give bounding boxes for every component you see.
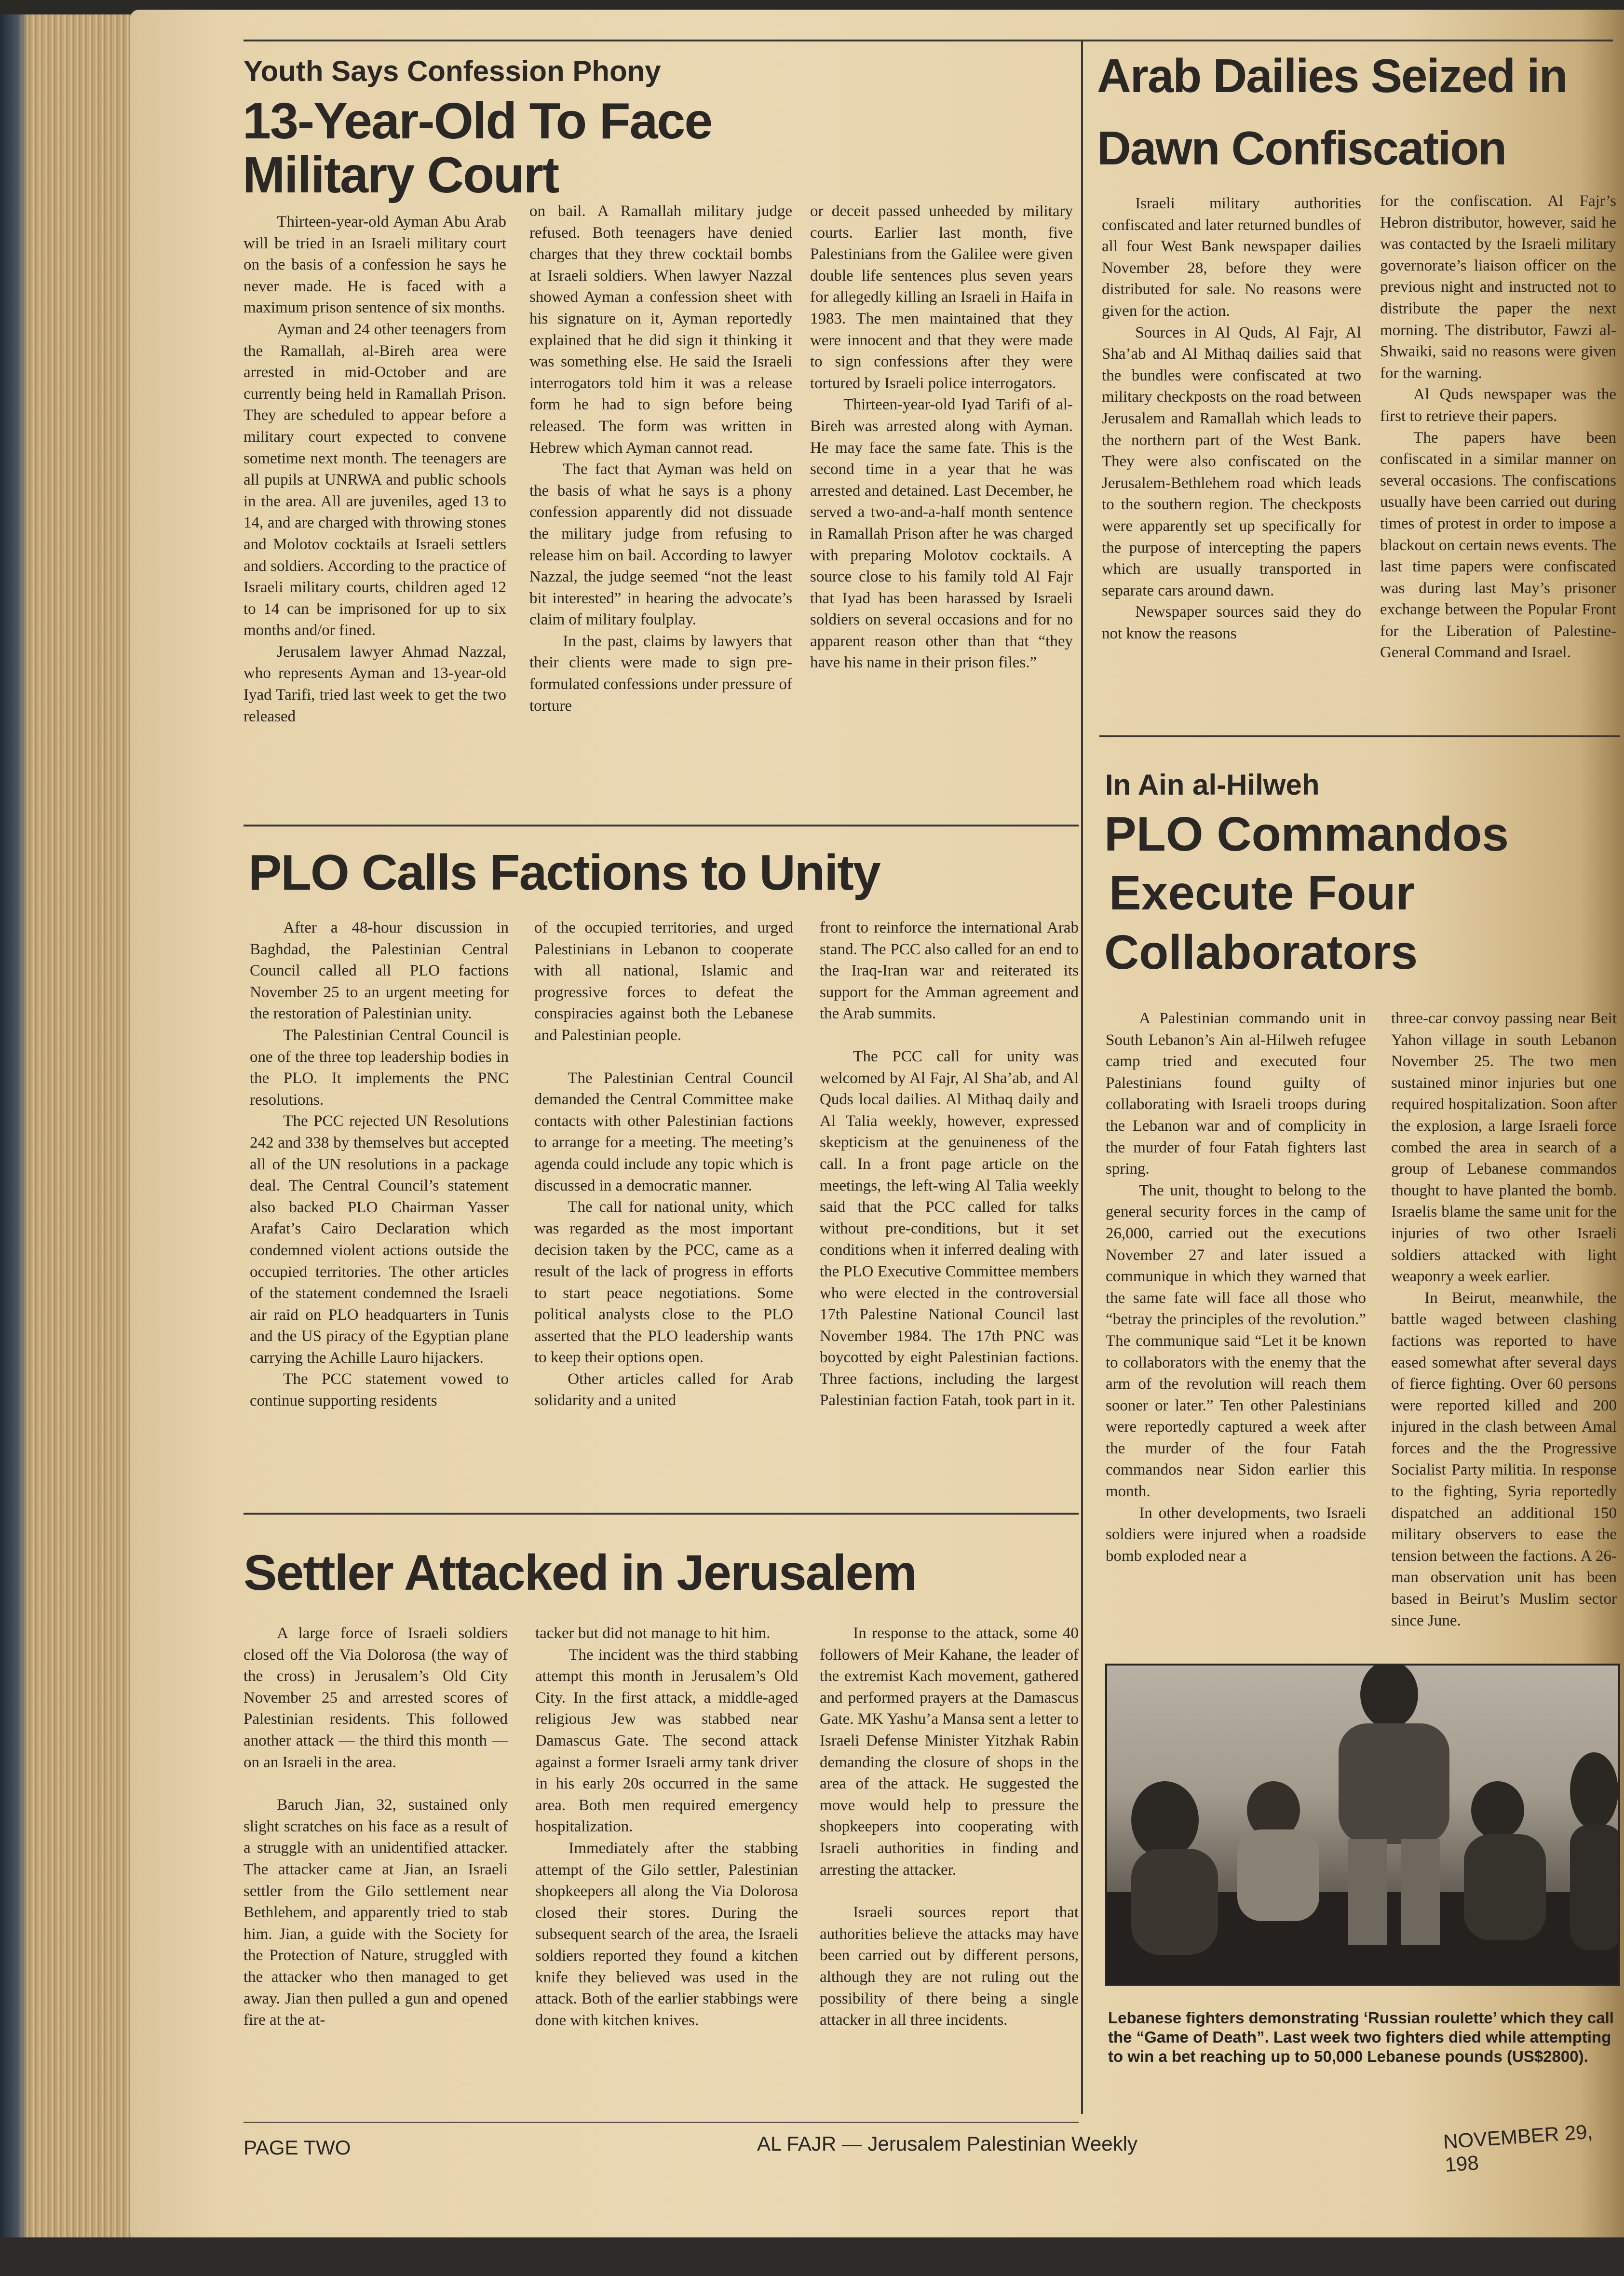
- paragraph: Baruch Jian, 32, sustained only slight scratches on his face as a result of a struggle with an unidentified attacker. The attacker came at Jian, an Israeli settler from the Gilo settlement near Bethlehem, and apparently tried to stab him. Jian, a guide with the Society for the Protection of Nature, struggled with the attacker who then managed to get away. Jian then pulled a gun and opened fire at the at-: [244, 1796, 508, 2029]
- article5-headline: Settler Attacked in Jerusalem: [244, 1545, 916, 1601]
- paragraph: tacker but did not manage to hit him.: [535, 1625, 771, 1642]
- paragraph: The PCC call for unity was welcomed by Al Fajr, Al Sha’ab, and Al Quds local dailies. Al Mithaq daily and Al Talia weekly, however, expressed skepticism at the genuineness of the call. In a front page article on the meetings, the left-wing Al Talia weekly said that the PCC called for talks without pre-conditions, but it set conditions when it inferred dealing with the PLO Executive Committee members who were elected in the controversial 17th Palestine National Council last November 1984. The 17th PNC was boycotted by eight Palestinian factions. Three factions, including the largest Palestinian faction Fatah, took part in it.: [820, 1047, 1079, 1409]
- article3-column2: [534, 917, 793, 1411]
- column-divider-right: [1081, 41, 1083, 2114]
- footer-date: NOVEMBER 29, 198: [1442, 2120, 1594, 2176]
- paragraph: The unit, thought to belong to the general security forces in the camp of 26,000, carried out the executions November 27 and later issued a communique in which they warned that the same fate will face all those who “betray the principles of the revolution.” The communique said “Let it be known to collaborators with the enemy that the arm of the revolution will reach them sooner or later.” Ten other Palestinians were reportedly captured a week after the murder of the four Fatah commandos near Sidon earlier this month.: [1106, 1181, 1366, 1501]
- footer-rule: [244, 2122, 1079, 2123]
- paragraph: Thirteen-year-old Iyad Tarifi of al-Bireh was arrested along with Ayman. He may face the same fate. This is the second time in a year that he was arrested and detained. Last December, he served a two-and-a-half month sentence in Ramallah Prison after he was charged with preparing Molotov cocktails. A source close to his family told Al Fajr that Iyad has been harassed by Israeli soldiers on several occasions and for no apparent reason other than that “they have his name in their prison files.”: [810, 396, 1073, 672]
- article5-column2: [535, 1623, 798, 2031]
- paragraph: The PCC rejected UN Resolutions 242 and 338 by themselves but accepted all of the UN resolutions in a package deal. The Central Council’s statement also backed PLO Chairman Yasser Arafat’s Cairo Declaration which condemned violent actions outside the occupied territories. The other articles of the statement condemned the Israeli air raid on PLO headquarters in Tunis and the US piracy of the Egyptian plane carrying the Achille Lauro hijackers.: [250, 1112, 509, 1367]
- article2-headline-line1: Arab Dailies Seized in: [1097, 49, 1567, 102]
- article4-column1: [1106, 1008, 1366, 1567]
- paragraph: The Palestinian Central Council is one of the three top leadership bodies in the PLO. It implements the PNC resolutions.: [250, 1026, 509, 1109]
- article4-kicker: In Ain al-Hilweh: [1105, 769, 1320, 801]
- paragraph: Other articles called for Arab solidarity and a united: [534, 1370, 793, 1409]
- paragraph: Immediately after the stabbing attempt of the Gilo settler, Palestinian shopkeepers all along the Via Dolorosa closed their stores. During the subsequent search of the area, the Israeli soldiers reported they found a kitchen knife they believed was used in the attack. Both of the earlier stabbings were done with kitchen knives.: [535, 1839, 798, 2029]
- paragraph: After a 48-hour discussion in Baghdad, the Palestinian Central Council called all PLO factions November 25 to an urgent meeting for the restoration of Palestinian unity.: [250, 919, 509, 1023]
- article4-column2: [1391, 1008, 1617, 1631]
- article1-column1: [244, 211, 506, 727]
- paragraph: Ayman and 24 other teenagers from the Ramallah, al-Bireh area were arrested in mid-October and are currently being held in Ramallah Prison. They are scheduled to appear before a military court expected to convene sometime next month. The teenagers are all pupils at UNRWA and public schools in the area. All are juveniles, aged 13 to 14, and are charged with throwing stones and Molotov cocktails at Israeli settlers and soldiers. According to the practice of Israeli military courts, children aged 12 to 14 can be imprisoned for up to six months and/or fined.: [244, 320, 506, 639]
- paragraph: or deceit passed unheeded by military courts. Earlier last month, five Palestinians from the Galilee were given double life sentences plus seven years for allegedly killing an Israeli in Haifa in 1983. The men maintained that they were innocent and that they were made to sign confessions after they were tortured by Israeli police interrogators.: [810, 203, 1073, 392]
- article5-column1: [244, 1623, 508, 2031]
- paragraph: Sources in Al Quds, Al Fajr, Al Sha’ab and Al Mithaq dailies said that the bundles were confiscated at two military checkposts on the road between Jerusalem and Ramallah which leads to the northern part of the West Bank. They were also confiscated on the Jerusalem-Bethlehem road which leads to the southern region. The checkposts were apparently set up specifically for the purpose of intercepting the papers which are usually transported in separate cars around dawn.: [1102, 324, 1361, 599]
- paragraph: The incident was the third stabbing attempt this month in Jerusalem’s Old City. In the first attack, a middle-aged religious Jew was stabbed near Damascus Gate. The second attack against a former Israeli army tank driver in his early 20s occurred in the same area. Both men required emergency hospitalization.: [535, 1646, 798, 1836]
- paragraph: In response to the attack, some 40 followers of Meir Kahane, the leader of the extremist Kach movement, gathered and performed prayers at the Damascus Gate. MK Yashu’a Mansa sent a letter to Israeli Defense Minister Yitzhak Rabin demanding the closure of shops in the area of the attack. He suggested the move would help to pressure the shopkeepers into cooperating with Israeli authorities in finding and arresting the attacker.: [820, 1625, 1079, 1879]
- article1-column3: [810, 201, 1073, 674]
- paragraph: A Palestinian commando unit in South Lebanon’s Ain al-Hilweh refugee camp tried and executed four Palestinians found guilty of collaborating with Israeli troops during the Lebanon war and of complicity in the murder of four Fatah fighters last spring.: [1106, 1010, 1366, 1178]
- paragraph: Newspaper sources said they do not know the reasons: [1102, 603, 1361, 642]
- scan-bottom-edge: [0, 2237, 1624, 2276]
- paragraph: In the past, claims by lawyers that their clients were made to sign pre-formulated confessions under pressure of torture: [529, 632, 792, 715]
- paragraph: The PCC statement vowed to continue supporting residents: [250, 1370, 509, 1410]
- article2-column2: [1380, 190, 1616, 664]
- footer-masthead: AL FAJR — Jerusalem Palestinian Weekly: [757, 2132, 1137, 2155]
- paragraph: on bail. A Ramallah military judge refused. Both teenagers have denied charges that they threw cocktail bombs at Israeli soldiers. When lawyer Nazzal showed Ayman a confession sheet with his signature on it, Ayman reportedly explained that he did sign it thinking it was something else. He said the Israeli interrogators told him it was a release form he had to sign before being released. The form was written in Hebrew which Ayman cannot read.: [529, 203, 792, 457]
- article2-column1: [1102, 193, 1361, 644]
- article1-column2: [529, 201, 792, 717]
- paragraph: Thirteen-year-old Ayman Abu Arab will be tried in an Israeli military court on the basis of a confession he says he never made. He is faced with a maximum prison sentence of six months.: [244, 213, 506, 317]
- rule-under-article2: [1099, 735, 1620, 737]
- article4-headline-line3: Collaborators: [1104, 925, 1418, 979]
- paragraph: of the occupied territories, and urged Palestinians in Lebanon to cooperate with all national, Islamic and progressive forces to defeat the conspiracies against both the Lebanese and Palestinian people.: [534, 919, 793, 1044]
- photo-lebanese-fighters: [1105, 1664, 1620, 1986]
- article2-headline-line2: Dawn Confiscation: [1097, 122, 1506, 175]
- paragraph: The Palestinian Central Council demanded the Central Committee make contacts with other Palestinian factions to arrange for a meeting. The meeting’s agenda could include any topic which is discussed in a democratic manner.: [534, 1069, 793, 1194]
- rule-under-article1: [244, 825, 1079, 826]
- article1-headline-line1: 13-Year-Old To Face: [243, 93, 712, 149]
- paragraph: In other developments, two Israeli soldiers were injured when a roadside bomb exploded near a: [1106, 1504, 1366, 1565]
- paragraph: Jerusalem lawyer Ahmad Nazzal, who represents Ayman and 13-year-old Iyad Tarifi, tried last week to get the two released: [244, 643, 506, 725]
- article1-kicker: Youth Says Confession Phony: [244, 55, 661, 87]
- paragraph: for the confiscation. Al Fajr’s Hebron distributor, however, said he was contacted by the Israeli military governorate’s liaison officer on the previous night and instructed not to distribute the paper the next morning. The distributor, Fawzi al-Shwaiki, said no reasons were given for the warning.: [1380, 192, 1616, 382]
- paragraph: In Beirut, meanwhile, the battle waged between clashing factions was reported to have eased somewhat after several days of fierce fighting. Over 60 persons were reported killed and 200 injured in the clash between Amal forces and the the Progressive Socialist Party militia. In response to the fighting, Syria reportedly dispatched an additional 150 military observers to ease the tension between the factions. A 26-man observation unit has been based in Beirut’s Muslim sector since June.: [1391, 1289, 1617, 1629]
- article4-headline-line2: Execute Four: [1109, 866, 1415, 920]
- paragraph: The call for national unity, which was regarded as the most important decision taken by the PCC, came as a result of the lack of progress in efforts to start peace negotiations. Some political analysts close to the PLO asserted that the PLO leadership wants to keep their options open.: [534, 1198, 793, 1367]
- footer-page-number: PAGE TWO: [244, 2136, 351, 2159]
- paragraph: three-car convoy passing near Beit Yahon village in south Lebanon November 25. The two men sustained minor injuries but one required hospitalization. Soon after the explosion, a large Israeli force combed the area in search of a group of Lebanese commandos thought to have planted the bomb. Israelis blame the same unit for the injuries of two other Israeli soldiers attacked with light weaponry a week earlier.: [1391, 1010, 1617, 1286]
- article4-headline-line1: PLO Commandos: [1104, 807, 1509, 861]
- photo-scene: [1107, 1666, 1618, 1984]
- photo-caption: Lebanese fighters demonstrating ‘Russian roulette’ which they call the “Game of Death”. Last week two fighters died while attempting to win a bet reaching up to 50,000 Lebanese pounds (US$2800).: [1108, 2009, 1614, 2065]
- paragraph: A large force of Israeli soldiers closed off the Via Dolorosa (the way of the cross) in Jerusalem’s Old City November 25 and arrested scores of Palestinian residents. This followed another attack — the third this month — on an Israeli in the area.: [244, 1625, 508, 1771]
- article3-column3: [820, 917, 1079, 1411]
- paragraph: Israeli sources report that authorities believe the attacks may have been carried out by different persons, although they are not ruling out the possibility of there being a single attacker in all three incidents.: [820, 1904, 1079, 2029]
- paragraph: front to reinforce the international Arab stand. The PCC also called for an end to the Iraq-Iran war and reiterated its support for the Amman agreement and the Arab summits.: [820, 919, 1079, 1023]
- article3-headline: PLO Calls Factions to Unity: [248, 845, 880, 901]
- book-cover-edge: [0, 14, 29, 2237]
- top-rule: [244, 40, 1613, 41]
- article5-column3: [820, 1623, 1079, 2031]
- paragraph: Israeli military authorities confiscated and later returned bundles of all four West Bank newspaper dailies November 28, before they were distributed for sale. No reasons were given for the action.: [1102, 195, 1361, 320]
- paragraph: The papers have been confiscated in a similar manner on several occasions. The confiscations usually have been carried out during times of protest in order to impose a blackout on certain news events. The last time papers were confiscated was during last May’s prisoner exchange between the Popular Front for the Liberation of Palestine-General Command and Israel.: [1380, 429, 1616, 662]
- rule-under-article3: [244, 1513, 1079, 1515]
- article1-headline-line2: Military Court: [243, 147, 559, 203]
- article3-column1: [250, 917, 509, 1412]
- paragraph: The fact that Ayman was held on the basis of what he says is a phony confession apparently did not dissuade the military judge from refusing to release him on bail. According to lawyer Nazzal, the judge seemed “not the least bit interested” in hearing the advocate’s claim of military foulplay.: [529, 461, 792, 629]
- paragraph: Al Quds newspaper was the first to retrieve their papers.: [1380, 386, 1616, 425]
